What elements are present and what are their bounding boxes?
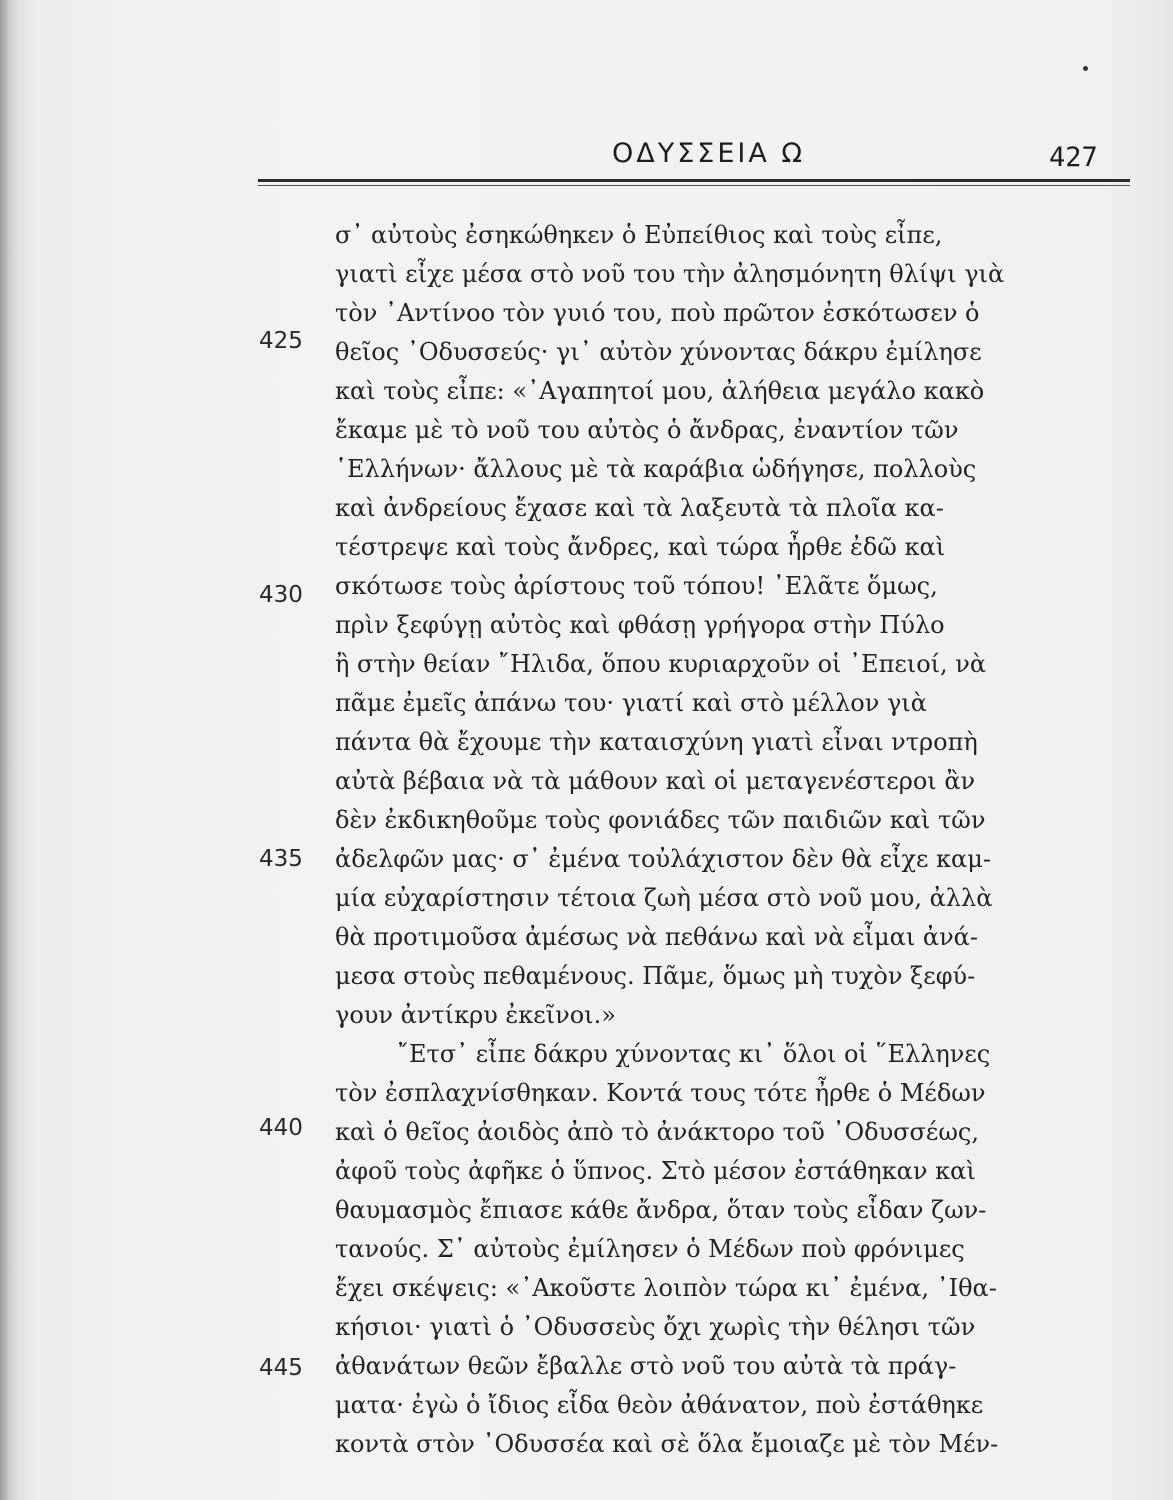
line-number-435: 435: [259, 846, 303, 872]
text-line: θεῖος ᾽Οδυσσεύς· γι᾽ αὐτὸν χύνοντας δάκρυ ἐμίλησε: [335, 338, 982, 366]
text-line: πρὶν ξεφύγῃ αὐτὸς καὶ φθάσῃ γρήγορα στὴν Πύλο: [335, 611, 945, 639]
text-line: μεσα στοὺς πεθαμένους. Πᾶμε, ὅμως μὴ τυχὸν ξεφύ-: [335, 962, 976, 990]
line-number-440: 440: [259, 1115, 303, 1141]
text-line: τὸν ἐσπλαχνίσθηκαν. Κοντά τους τότε ἦρθε ὁ Μέδων: [335, 1079, 986, 1107]
text-line: ἔκαμε μὲ τὸ νοῦ του αὐτὸς ὁ ἄνδρας, ἐναντίον τῶν: [335, 416, 959, 444]
text-line: ἀφοῦ τοὺς ἀφῆκε ὁ ὕπνος. Στὸ μέσον ἐστάθηκαν καὶ: [335, 1157, 976, 1185]
header-rule-thin: [258, 185, 1130, 186]
line-number-430: 430: [259, 582, 303, 608]
page-number: 427: [1049, 142, 1098, 173]
text-line: σκότωσε τοὺς ἀρίστους τοῦ τόπου! ᾽Ελᾶτε ὅμως,: [335, 572, 938, 600]
text-line: σ᾽ αὐτοὺς ἐσηκώθηκεν ὁ Εὐπείθιος καὶ τοὺς εἶπε,: [335, 221, 943, 249]
text-line: γιατὶ εἶχε μέσα στὸ νοῦ του τὴν ἀλησμόνητη θλίψι γιὰ: [335, 260, 1005, 288]
text-line: θαυμασμὸς ἔπιασε κάθε ἄνδρα, ὅταν τοὺς εἶδαν ζων-: [335, 1196, 987, 1224]
running-header-title: ΟΔΥΣΣΕΙΑ Ω: [612, 138, 806, 169]
text-line: γουν ἀντίκρυ ἐκεῖνοι.»: [335, 1001, 616, 1029]
text-line: πᾶμε ἐμεῖς ἀπάνω του· γιατί καὶ στὸ μέλλον γιὰ: [335, 689, 927, 717]
text-line: ῾Ελλήνων· ἄλλους μὲ τὰ καράβια ὡδήγησε, πολλοὺς: [335, 455, 977, 483]
text-line: ἢ στὴν θείαν ῎Ηλιδα, ὅπου κυριαρχοῦν οἱ ᾽Επειοί, νὰ: [335, 650, 987, 678]
line-number-425: 425: [259, 328, 303, 354]
text-line: ἔχει σκέψεις: «᾽Ακοῦστε λοιπὸν τώρα κι᾽ ἐμένα, ᾽Ιθα-: [335, 1274, 997, 1302]
text-line: ματα· ἐγὼ ὁ ἴδιος εἶδα θεὸν ἀθάνατον, ποὺ ἐστάθηκε: [335, 1391, 984, 1419]
text-line: θὰ προτιμοῦσα ἀμέσως νὰ πεθάνω καὶ νὰ εἶμαι ἀνά-: [335, 923, 978, 951]
text-line: μία εὐχαρίστησιν τέτοια ζωὴ μέσα στὸ νοῦ μου, ἀλλὰ: [335, 884, 993, 912]
text-line: καὶ ἀνδρείους ἔχασε καὶ τὰ λαξευτὰ τὰ πλοῖα κα-: [335, 494, 944, 522]
text-line: τανούς. Σ᾽ αὐτοὺς ἐμίλησεν ὁ Μέδων ποὺ φρόνιμες: [335, 1235, 965, 1263]
text-line: τέστρεψε καὶ τοὺς ἄνδρες, καὶ τώρα ἦρθε ἐδῶ καὶ: [335, 533, 946, 561]
binding-shadow: [0, 0, 18, 1500]
header-rule: [258, 179, 1130, 182]
text-line: ἀθανάτων θεῶν ἔβαλλε στὸ νοῦ του αὐτὰ τὰ πράγ-: [335, 1352, 957, 1380]
text-line: κοντὰ στὸν ᾽Οδυσσέα καὶ σὲ ὅλα ἔμοιαζε μὲ τὸν Μέν-: [335, 1430, 999, 1458]
text-line: καὶ ὁ θεῖος ἀοιδὸς ἀπὸ τὸ ἀνάκτορο τοῦ ᾽Οδυσσέως,: [335, 1118, 980, 1146]
text-line: κήσιοι· γιατὶ ὁ ᾽Οδυσσεὺς ὄχι χωρὶς τὴν θέλησι τῶν: [335, 1313, 976, 1341]
text-line: ἀδελφῶν μας· σ᾽ ἐμένα τοὐλάχιστον δὲν θὰ εἶχε καμ-: [335, 845, 991, 873]
text-line: πάντα θὰ ἔχουμε τὴν καταισχύνη γιατὶ εἶναι ντροπὴ: [335, 728, 978, 756]
line-number-445: 445: [259, 1355, 303, 1381]
text-line: τὸν ᾽Αντίνοο τὸν γυιό του, ποὺ πρῶτον ἐσκότωσεν ὁ: [335, 299, 980, 327]
paragraph-start-line: ῎Ετσ᾽ εἶπε δάκρυ χύνοντας κι᾽ ὅλοι οἱ ῞Ελληνες: [397, 1040, 991, 1068]
text-line: καὶ τοὺς εἶπε: «᾽Αγαπητοί μου, ἀλήθεια μεγάλο κακὸ: [335, 377, 985, 405]
text-line: δὲν ἐκδικηθοῦμε τοὺς φονιάδες τῶν παιδιῶν καὶ τῶν: [335, 806, 986, 834]
text-line: αὐτὰ βέβαια νὰ τὰ μάθουν καὶ οἱ μεταγενέστεροι ἂν: [335, 767, 976, 795]
verse-text: [335, 216, 1145, 1464]
speck: [1083, 66, 1088, 71]
